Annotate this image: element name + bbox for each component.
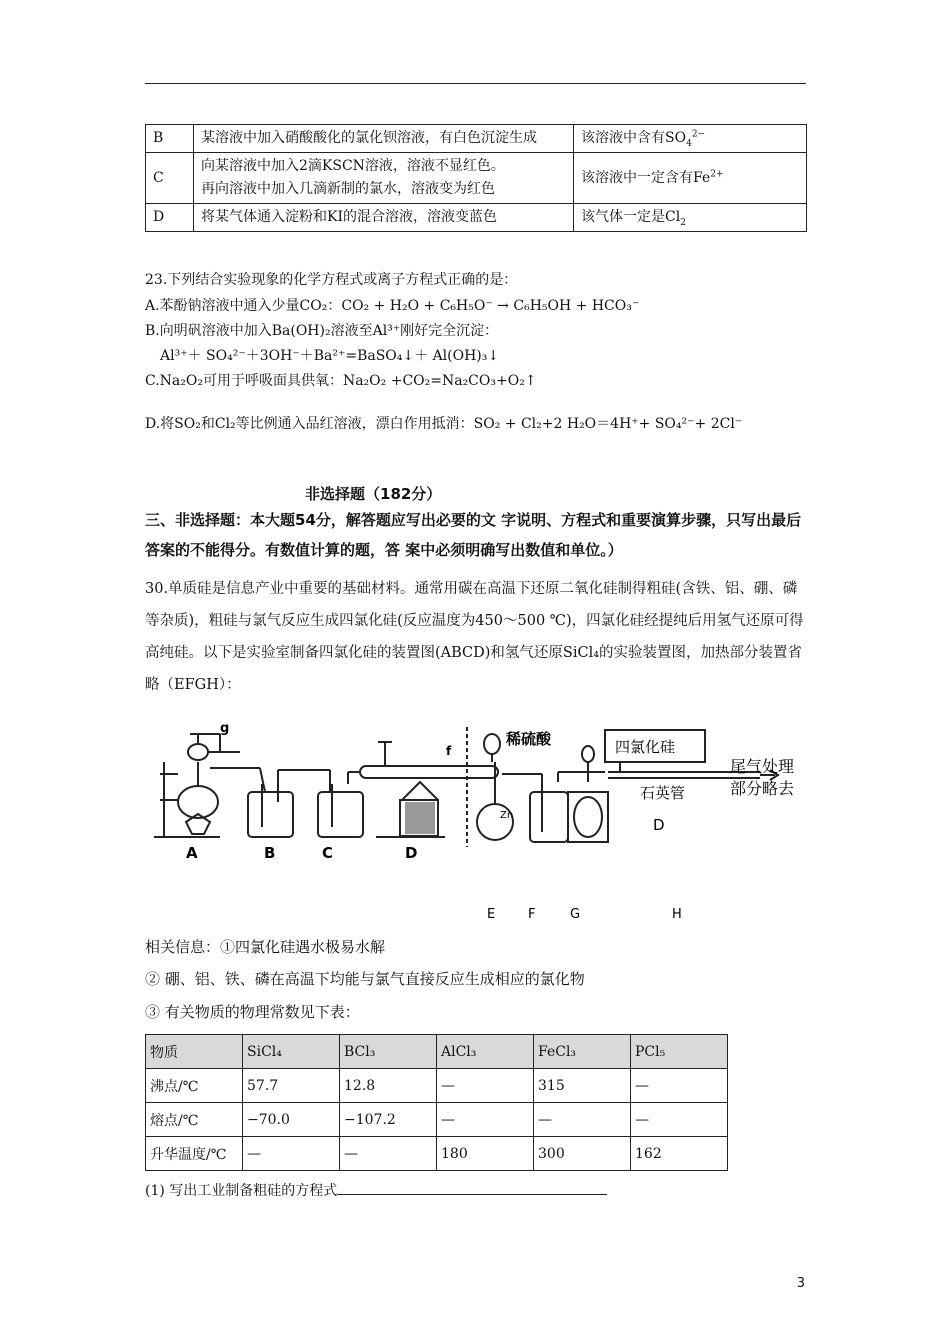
row-description: 某溶液中加入硝酸酸化的氯化钡溶液，有白色沉淀生成 (194, 125, 574, 153)
table-cell: 315 (534, 1069, 631, 1103)
bottle-b (248, 792, 293, 837)
table-row (146, 1103, 728, 1137)
row-label: B (146, 125, 194, 153)
label-c: C (322, 844, 334, 862)
table-cell: — (437, 1103, 534, 1137)
section-intro: 三、非选择题：本大题54分，解答题应写出必要的文 字说明、方程式和重要演算步骤，只写出最后答案的不能得分。有数值计算的题，答 案中必须明确写出数值和单位。） (145, 511, 802, 559)
row-conclusion: 该溶液中一定含有$Fe^{2+}$ (574, 153, 807, 204)
label-sicl4: 四氯化硅 (615, 738, 676, 756)
label-f: f (446, 744, 452, 758)
table-cell: −107.2 (340, 1103, 437, 1137)
header-cell: 物质 (146, 1035, 243, 1069)
info-3: ③ 有关物质的物理常数见下表： (145, 1003, 360, 1021)
answer-blank[interactable] (337, 1180, 607, 1195)
q23-option-b-equation: Al³⁺＋ SO₄²⁻＋3OH⁻＋Ba²⁺=BaSO₄↓＋ Al(OH)₃↓ (160, 348, 500, 364)
q30-part1: (1) 写出工业制备粗硅的方程式 (145, 1180, 607, 1201)
table-header-row (146, 1035, 728, 1069)
table-cell: — (340, 1137, 437, 1171)
page-number: 3 (796, 1276, 805, 1291)
label-f-bottom: F (528, 907, 536, 922)
q23-option-a: A.苯酚钠溶液中通入少量CO₂：CO₂ + H₂O + C₆H₅O⁻ → C₆H₅OH + HCO₃⁻ (145, 298, 640, 314)
q23-option-c: C.Na₂O₂可用于呼吸面具供氧：Na₂O₂ +CO₂=Na₂CO₃+O₂↑ (145, 373, 537, 389)
label-a: A (186, 844, 198, 862)
table-row (146, 125, 807, 153)
label-g: g (220, 722, 230, 736)
table-cell: 57.7 (243, 1069, 340, 1103)
table-cell: — (437, 1069, 534, 1103)
label-g-bottom: G (570, 907, 581, 922)
bottle-f (530, 792, 568, 842)
label-quartz: 石英管 (640, 784, 686, 802)
table-row (146, 1137, 728, 1171)
label-d: D (405, 844, 418, 862)
bottle-c (318, 792, 363, 837)
row-label: D (146, 204, 194, 232)
table-cell: 熔点/℃ (146, 1103, 243, 1137)
table-cell: — (631, 1103, 728, 1137)
table-row (146, 153, 807, 204)
row-description: 将某气体通入淀粉和KI的混合溶液，溶液变蓝色 (194, 204, 574, 232)
funnel-a (188, 744, 208, 760)
table-row (146, 204, 807, 232)
table-cell: — (534, 1103, 631, 1137)
section-title: 非选择题（182分） (305, 485, 442, 503)
q23-option-b: B.向明矾溶液中加入Ba(OH)₂溶液至Al³⁺刚好完全沉淀： (145, 323, 499, 339)
table-row (146, 1069, 728, 1103)
options-table (145, 124, 807, 232)
q23-option-d: D.将SO₂和Cl₂等比例通入品红溶液，漂白作用抵消：SO₂ + Cl₂+2 H₂O＝4H⁺+ SO₄²⁻+ 2Cl⁻ (145, 416, 743, 432)
label-e: E (487, 907, 496, 922)
table-cell: 162 (631, 1137, 728, 1171)
tube-d (360, 766, 498, 778)
header-cell: FeCl₃ (534, 1035, 631, 1069)
row-conclusion: 该气体一定是$Cl_2$ (574, 204, 807, 232)
table-cell: 沸点/℃ (146, 1069, 243, 1103)
label-h: H (672, 907, 682, 922)
table-cell: 升华温度/℃ (146, 1137, 243, 1171)
row-description: 向某溶液中加入2滴KSCN溶液，溶液不显红色。 再向溶液中加入几滴新制的氯水，溶液变为红色 (194, 153, 574, 204)
label-tail1: 尾气处理 (730, 757, 795, 776)
header-cell: PCl₅ (631, 1035, 728, 1069)
table-cell: −70.0 (243, 1103, 340, 1137)
label-b: B (264, 844, 276, 862)
label-acid: 稀硫酸 (506, 730, 552, 748)
table-cell: — (631, 1069, 728, 1103)
table-cell: 180 (437, 1137, 534, 1171)
label-d-right: D (653, 816, 665, 834)
row-label: C (146, 153, 194, 204)
table-cell: 300 (534, 1137, 631, 1171)
q23-stem: 23.下列结合实验现象的化学方程式或离子方程式正确的是： (145, 272, 518, 288)
header-cell: AlCl₃ (437, 1035, 534, 1069)
header-cell: SiCl₄ (243, 1035, 340, 1069)
table-cell: 12.8 (340, 1069, 437, 1103)
q30-text: 30.单质硅是信息产业中重要的基础材料。通常用碳在高温下还原二氧化硅制得粗硅(含铁、铝、硼、磷等杂质)，粗硅与氯气反应生成四氯化硅(反应温度为450～500 ℃)，四氯化硅经提纯后用氢气还原可得高纯硅。以下是实验室制备四氯化硅的装置图(ABCD)和氢气还原SiCl₄的实验装置图，加热部分装置省略（EFGH）： (145, 581, 804, 693)
table-cell: — (243, 1137, 340, 1171)
info-2: ② 硼、铝、铁、磷在高温下均能与氯气直接反应生成相应的氯化物 (145, 970, 585, 988)
label-zn: Zn (500, 810, 514, 821)
apparatus-figure (150, 722, 810, 927)
physical-constants-table (145, 1034, 728, 1171)
header-cell: BCl₃ (340, 1035, 437, 1069)
header-rule (145, 83, 806, 84)
row-conclusion: 该溶液中含有$SO_4^{2-}$ (574, 125, 807, 153)
label-tail2: 部分略去 (730, 779, 795, 798)
info-title: 相关信息：①四氯化硅遇水极易水解 (145, 938, 386, 956)
